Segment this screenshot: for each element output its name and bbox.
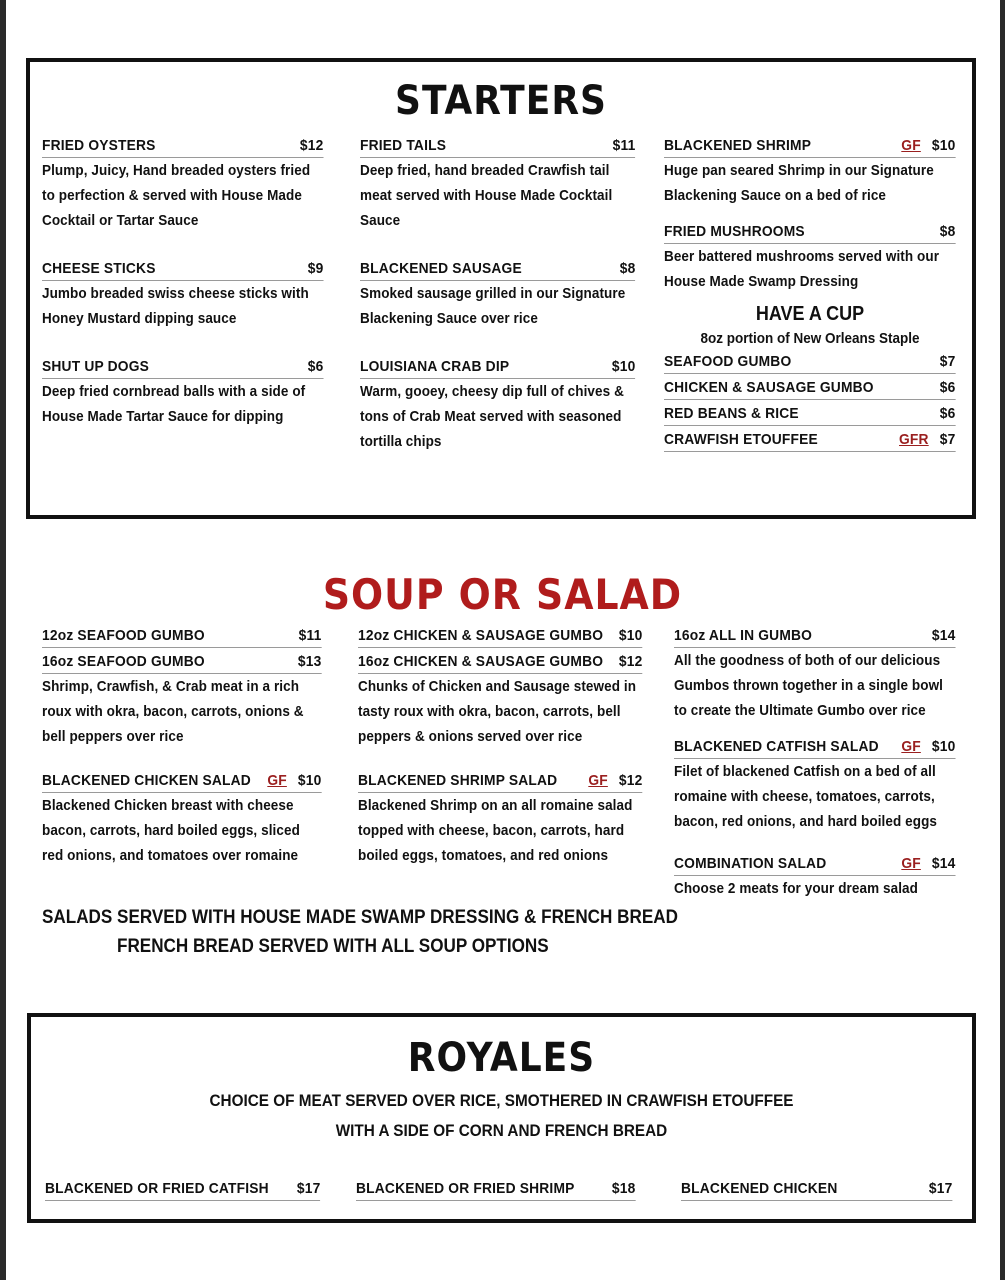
menu-item bbox=[360, 357, 636, 454]
royales-box bbox=[27, 1013, 976, 1223]
cup-section bbox=[664, 300, 956, 452]
menu-item bbox=[42, 259, 324, 331]
menu-item: BLACKENED CHICKEN SALAD GF $10 Blackened Chicken breast with cheese bacon, carrots, hard boiled eggs, sliced red onions, and tomatoes over romaine bbox=[42, 771, 322, 868]
menu-item bbox=[360, 259, 636, 331]
royales-item: BLACKENED OR FRIED CATFISH $17 bbox=[45, 1179, 321, 1201]
menu-item: BLACKENED CATFISH SALAD GF $10 Filet of blackened Catfish on a bed of all romaine with cheese, tomatoes, carrots, bacon, red onions, and hard boiled eggs bbox=[674, 737, 956, 834]
item-description: Plump, Juicy, Hand breaded oysters fried to perfection & served with House Made Cocktail or Tartar Sauce bbox=[42, 162, 311, 229]
item-price: $12 bbox=[299, 137, 324, 154]
item-description: Huge pan seared Shrimp in our Signature Blackening Sauce on a bed of rice bbox=[664, 162, 934, 204]
item-description: Jumbo breaded swiss cheese sticks with Honey Mustard dipping sauce bbox=[42, 285, 309, 327]
item-name: SHUT UP DOGS bbox=[42, 358, 150, 375]
menu-item: COMBINATION SALAD GF $14 Choose 2 meats for your dream salad bbox=[674, 854, 956, 901]
starters-col-1 bbox=[42, 136, 324, 455]
cup-title: HAVE A CUP bbox=[755, 303, 865, 325]
starters-box bbox=[26, 58, 976, 519]
item-description: All the goodness of both of our delicious Gumbos thrown together in a single bowl to create the Ultimate Gumbo over rice bbox=[674, 652, 944, 719]
item-description: Chunks of Chicken and Sausage stewed in tasty roux with okra, bacon, carrots, bell peppers & onions served over rice bbox=[358, 678, 637, 745]
soup-note: FRENCH BREAD SERVED WITH ALL SOUP OPTIONS bbox=[117, 936, 549, 957]
starters-title: STARTERS bbox=[395, 78, 607, 124]
item-description: Smoked sausage grilled in our Signature Blackening Sauce over rice bbox=[360, 285, 626, 327]
soup-col-3 bbox=[674, 626, 956, 927]
menu-item: 12oz SEAFOOD GUMBO $11 bbox=[42, 626, 321, 648]
menu-item: BLACKENED SHRIMP SALAD GF $12 Blackened Shrimp on an all romaine salad topped with cheese, bacon, carrots, hard boiled eggs, tomatoes, and red onions bbox=[358, 771, 643, 868]
item-price: $10 bbox=[611, 358, 636, 375]
item-description: Filet of blackened Catfish on a bed of all romaine with cheese, tomatoes, carrots, bacon, red onions, and hard boiled eggs bbox=[674, 763, 938, 830]
menu-item: 16oz CHICKEN & SAUSAGE GUMBO $12 Chunks of Chicken and Sausage stewed in tasty roux with okra, bacon, carrots, bell peppers & onions served over rice bbox=[358, 652, 643, 749]
soup-title: SOUP OR SALAD bbox=[322, 570, 683, 619]
menu-item bbox=[42, 357, 324, 429]
item-name: FRIED MUSHROOMS bbox=[664, 223, 805, 240]
cup-item: CRAWFISH ETOUFFEE GFR $7 bbox=[664, 430, 955, 452]
soup-col-1 bbox=[42, 626, 322, 894]
royales-item: BLACKENED OR FRIED SHRIMP $18 bbox=[356, 1179, 636, 1201]
item-name: CHEESE STICKS bbox=[42, 260, 156, 277]
menu-item bbox=[42, 136, 324, 233]
item-name: BLACKENED SHRIMP bbox=[664, 137, 812, 154]
cup-item: CHICKEN & SAUSAGE GUMBO $6 bbox=[664, 378, 955, 400]
item-price: $10 bbox=[931, 137, 956, 154]
item-name: LOUISIANA CRAB DIP bbox=[360, 358, 510, 375]
royales-description-line-1: CHOICE OF MEAT SERVED OVER RICE, SMOTHERED IN CRAWFISH ETOUFFEE bbox=[209, 1091, 794, 1110]
starters-col-2 bbox=[360, 136, 636, 480]
gluten-free-tag: GF bbox=[267, 772, 287, 789]
gluten-free-tag: GF bbox=[901, 738, 921, 755]
menu-item: 16oz ALL IN GUMBO $14 All the goodness of both of our delicious Gumbos thrown together in a single bowl to create the Ultimate Gumbo over rice bbox=[674, 626, 956, 723]
item-description: Shrimp, Crawfish, & Crab meat in a rich roux with okra, bacon, carrots, onions & bell peppers over rice bbox=[42, 678, 304, 745]
menu-item bbox=[664, 222, 956, 294]
item-description: Blackened Chicken breast with cheese bacon, carrots, hard boiled eggs, sliced red onions, and tomatoes over romaine bbox=[42, 797, 300, 864]
item-description: Blackened Shrimp on an all romaine salad topped with cheese, bacon, carrots, hard boiled eggs, tomatoes, and red onions bbox=[358, 797, 633, 864]
menu-item: 12oz CHICKEN & SAUSAGE GUMBO $10 bbox=[358, 626, 642, 648]
royales-item: BLACKENED CHICKEN $17 bbox=[681, 1179, 953, 1201]
cup-subtitle: 8oz portion of New Orleans Staple bbox=[700, 330, 920, 347]
menu-item: 16oz SEAFOOD GUMBO $13 Shrimp, Crawfish, & Crab meat in a rich roux with okra, bacon, carrots, onions & bell peppers over rice bbox=[42, 652, 322, 749]
item-price: $9 bbox=[307, 260, 324, 277]
salad-note: SALADS SERVED WITH HOUSE MADE SWAMP DRESSING & FRENCH BREAD bbox=[42, 907, 678, 928]
menu-item bbox=[664, 136, 956, 208]
item-description: Deep fried, hand breaded Crawfish tail meat served with House Made Cocktail Sauce bbox=[360, 162, 613, 229]
royales-title: ROYALES bbox=[407, 1035, 596, 1081]
item-description: Choose 2 meats for your dream salad bbox=[674, 880, 918, 897]
item-description: Deep fried cornbread balls with a side of House Made Tartar Sauce for dipping bbox=[42, 383, 306, 425]
item-description: Warm, gooey, cheesy dip full of chives & tons of Crab Meat served with seasoned tortilla chips bbox=[360, 383, 624, 450]
cup-item: SEAFOOD GUMBO $7 bbox=[664, 352, 955, 374]
gluten-free-tag: GF bbox=[901, 855, 921, 872]
gluten-free-tag: GF bbox=[901, 137, 921, 154]
item-price: $8 bbox=[939, 223, 956, 240]
item-price: $11 bbox=[612, 137, 636, 154]
item-description: Beer battered mushrooms served with our House Made Swamp Dressing bbox=[664, 248, 940, 290]
royales-description-line-2: WITH A SIDE OF CORN AND FRENCH BREAD bbox=[335, 1121, 668, 1140]
item-name: BLACKENED SAUSAGE bbox=[360, 260, 522, 277]
soup-col-2 bbox=[358, 626, 643, 894]
soup-section bbox=[0, 560, 1005, 980]
gluten-free-tag: GFR bbox=[899, 431, 929, 448]
menu-item bbox=[360, 136, 636, 233]
item-name: FRIED OYSTERS bbox=[42, 137, 156, 154]
cup-item: RED BEANS & RICE $6 bbox=[664, 404, 955, 426]
item-price: $8 bbox=[619, 260, 636, 277]
starters-col-3 bbox=[664, 136, 956, 452]
item-price: $6 bbox=[307, 358, 324, 375]
item-name: FRIED TAILS bbox=[360, 137, 447, 154]
gluten-free-tag: GF bbox=[588, 772, 608, 789]
